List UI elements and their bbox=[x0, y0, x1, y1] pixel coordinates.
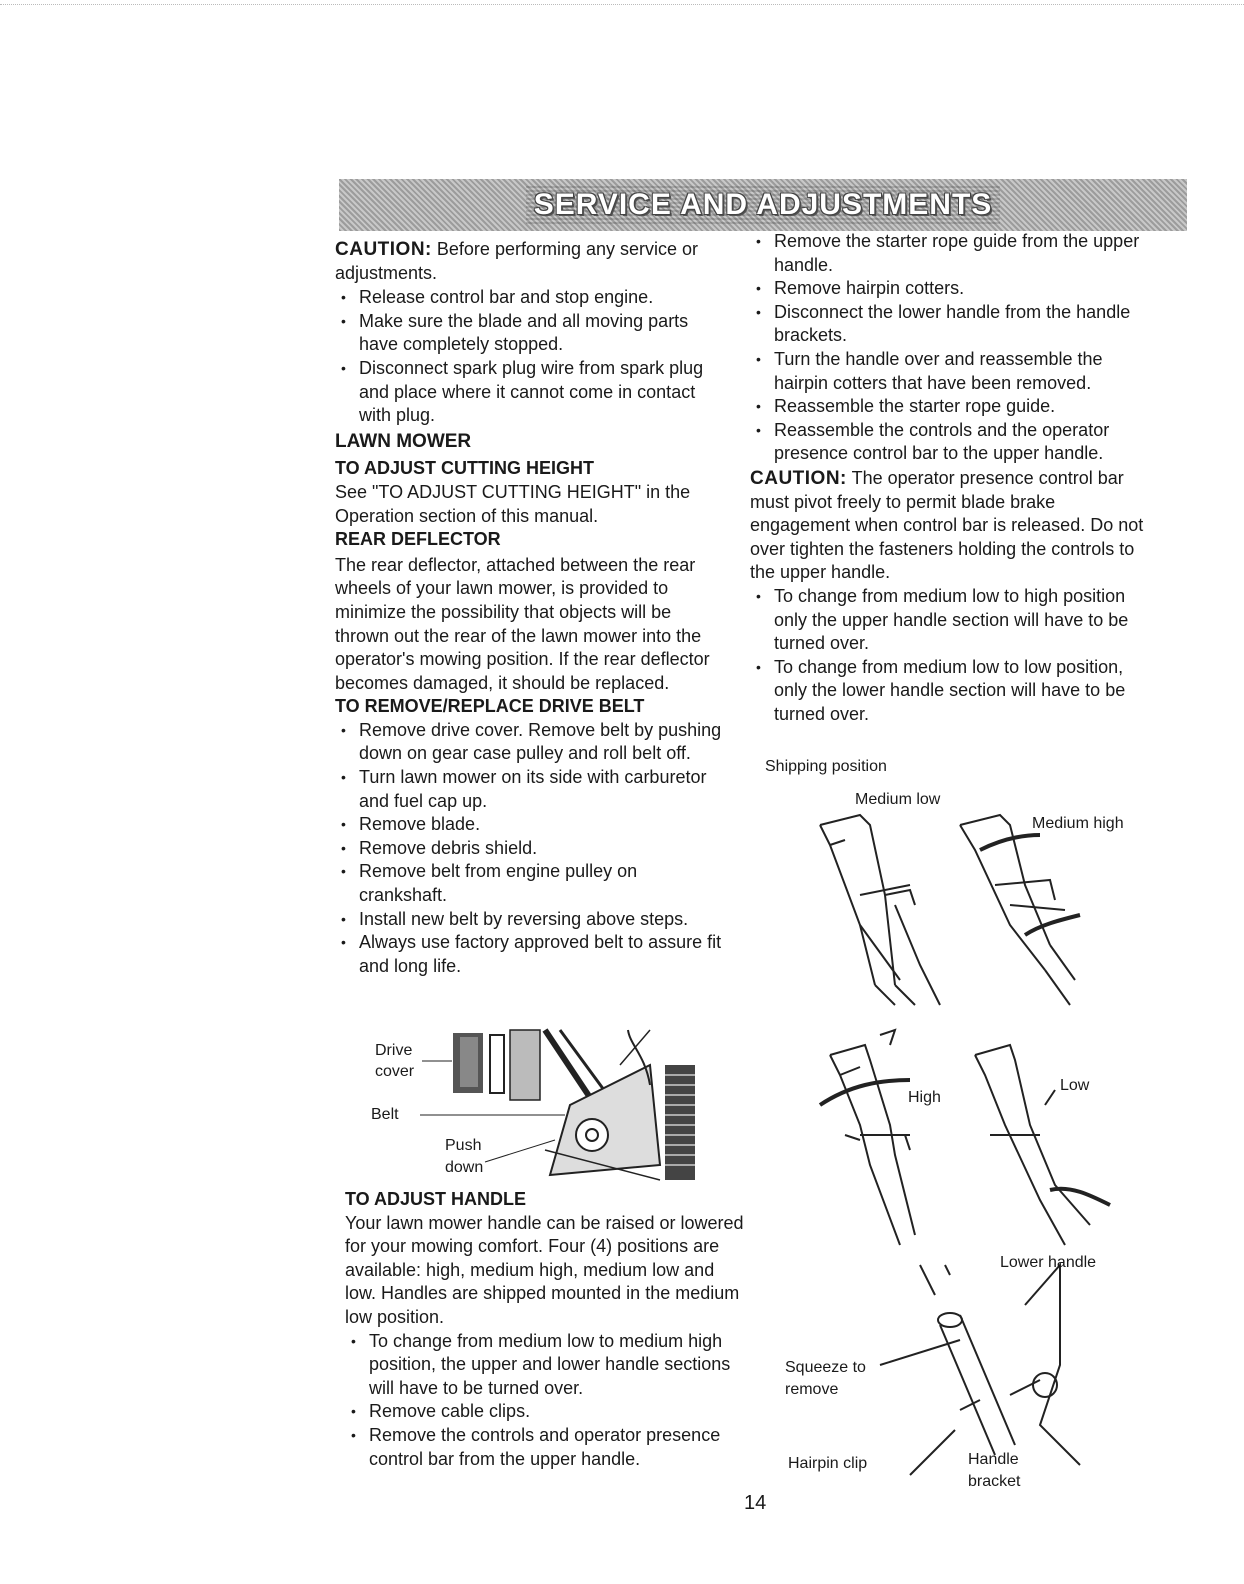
cutting-height-heading: TO ADJUST CUTTING HEIGHT bbox=[335, 458, 595, 479]
list-item: • To change from medium low to low position, only the lower handle section will have to be turned over. bbox=[750, 656, 1150, 727]
handle-steps bbox=[750, 230, 1150, 466]
rear-deflector-heading: REAR DEFLECTOR bbox=[335, 529, 501, 550]
list-item: • To change from medium low to high position only the upper handle section will have to be turned over. bbox=[750, 585, 1150, 656]
drive-belt-bullets bbox=[335, 719, 730, 979]
list-item: • Remove drive cover. Remove belt by pushing down on gear case pulley and roll belt off. bbox=[335, 719, 730, 766]
list-item: • Remove the starter rope guide from the upper handle. bbox=[750, 230, 1150, 277]
page-number: 14 bbox=[744, 1492, 767, 1514]
list-item: • Disconnect the lower handle from the handle brackets. bbox=[750, 301, 1150, 348]
low-label: Low bbox=[1060, 1077, 1090, 1094]
section-title: SERVICE AND ADJUSTMENTS bbox=[526, 186, 1001, 224]
list-item: • Install new belt by reversing above steps. bbox=[335, 908, 730, 932]
drive-belt-heading: TO REMOVE/REPLACE DRIVE BELT bbox=[335, 696, 645, 717]
caution-label: CAUTION: bbox=[750, 467, 847, 489]
caution-block bbox=[750, 467, 1150, 585]
list-item: • Remove cable clips. bbox=[345, 1400, 745, 1424]
caution-bullets bbox=[335, 286, 730, 428]
adjust-handle-bullets bbox=[345, 1330, 745, 1472]
list-item: • Remove the controls and operator presence control bar from the upper handle. bbox=[345, 1424, 745, 1471]
rear-deflector-text: The rear deflector, attached between the rear wheels of your lawn mower, is provided to minimize the possibility that objects will be thrown out the rear of the lawn mower into the operator's mowing position. If the rear deflector becomes damaged, it should be replaced. bbox=[335, 554, 710, 693]
list-item: • Release control bar and stop engine. bbox=[335, 286, 730, 310]
list-item: • Turn lawn mower on its side with carburetor and fuel cap up. bbox=[335, 766, 730, 813]
drive-cover-label: Drive cover bbox=[375, 1042, 415, 1080]
caution-text: The operator presence control bar must pivot freely to permit blade brake engagement when control bar is released. Do not over tighten the fasteners holding the controls to the upper handle. bbox=[750, 467, 1144, 583]
caution-intro bbox=[335, 238, 730, 285]
shipping-position-label: Shipping position bbox=[765, 758, 887, 775]
caution-text: Before performing any service or adjustments. bbox=[335, 239, 699, 283]
caution-label: CAUTION: bbox=[335, 239, 432, 260]
adjust-handle-heading: TO ADJUST HANDLE bbox=[345, 1189, 527, 1209]
high-label: High bbox=[908, 1089, 941, 1106]
lawn-mower-heading: LAWN MOWER bbox=[335, 430, 472, 452]
handle-position-notes bbox=[750, 585, 1150, 727]
squeeze-label: Squeeze to remove bbox=[785, 1359, 866, 1398]
right-column bbox=[750, 230, 1150, 726]
list-item: • Remove belt from engine pulley on crankshaft. bbox=[335, 860, 730, 907]
list-item: • Always use factory approved belt to assure fit and long life. bbox=[335, 931, 730, 978]
list-item: • To change from medium low to medium high position, the upper and lower handle sections will have to be turned over. bbox=[345, 1330, 745, 1401]
belt-label: Belt bbox=[371, 1106, 399, 1123]
hairpin-clip-label: Hairpin clip bbox=[788, 1455, 868, 1472]
medium-low-label: Medium low bbox=[855, 791, 941, 808]
list-item: • Remove hairpin cotters. bbox=[750, 277, 1150, 301]
list-item: • Reassemble the starter rope guide. bbox=[750, 395, 1150, 419]
section-banner bbox=[339, 179, 1187, 231]
list-item: • Remove debris shield. bbox=[335, 837, 730, 861]
list-item: • Remove blade. bbox=[335, 813, 730, 837]
medium-high-label: Medium high bbox=[1032, 815, 1124, 832]
top-scan-edge bbox=[0, 4, 1244, 5]
list-item: • Turn the handle over and reassemble the hairpin cotters that have been removed. bbox=[750, 348, 1150, 395]
list-item: • Disconnect spark plug wire from spark plug and place where it cannot come in contact with plug. bbox=[335, 357, 730, 428]
list-item: • Make sure the blade and all moving parts have completely stopped. bbox=[335, 310, 730, 357]
handle-bracket-label: Handle bracket bbox=[968, 1451, 1021, 1490]
cutting-height-text: See "TO ADJUST CUTTING HEIGHT" in the Operation section of this manual. bbox=[335, 481, 691, 526]
handle-positions-illustration bbox=[800, 805, 1140, 1250]
lower-handle-label: Lower handle bbox=[1000, 1254, 1097, 1271]
list-item: • Reassemble the controls and the operator presence control bar to the upper handle. bbox=[750, 419, 1150, 466]
left-column bbox=[335, 238, 730, 978]
adjust-handle-section bbox=[345, 1188, 745, 1471]
adjust-handle-text: Your lawn mower handle can be raised or lowered for your mowing comfort. Four (4) positions are available: high, medium high, medium low and low. Handles are shipped mounted in the medium low position. bbox=[345, 1212, 744, 1327]
push-down-label: Push down bbox=[445, 1137, 484, 1176]
